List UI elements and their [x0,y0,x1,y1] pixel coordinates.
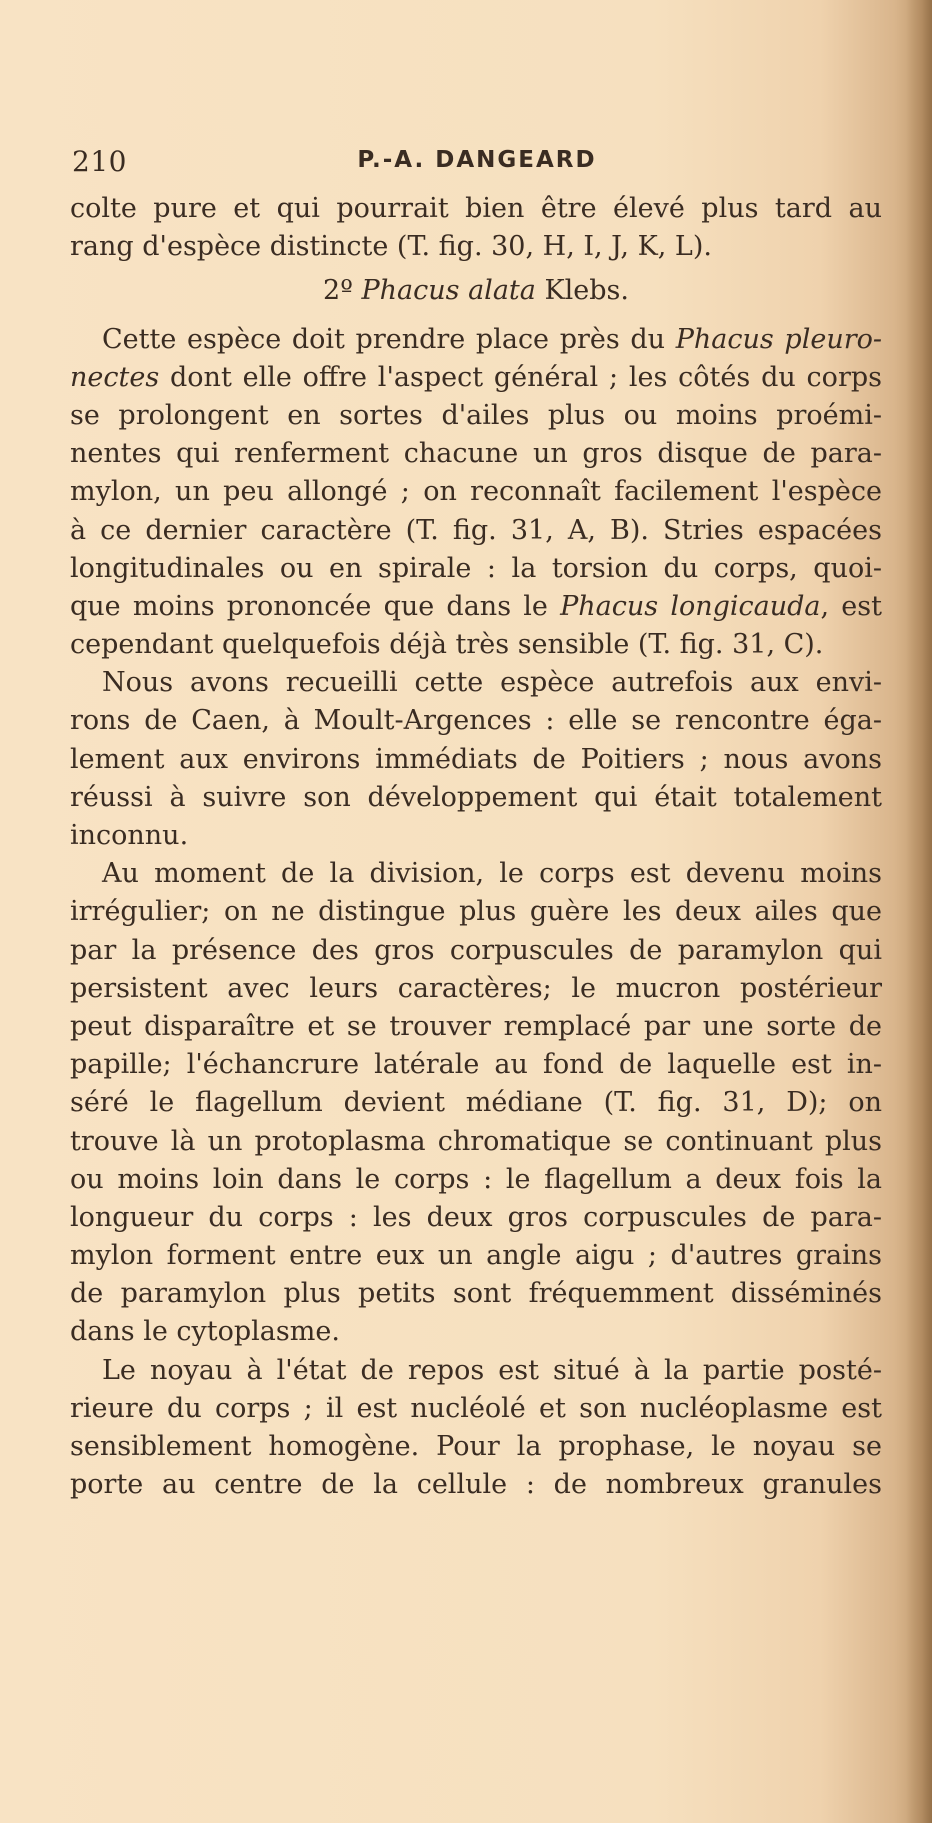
text-span: Cette espèce doit prendre place près du [102,323,676,355]
text-line: peut disparaître et se trouver remplacé par une sorte de [70,1010,882,1042]
species-name: Phacus pleuro- [675,323,882,355]
page-edge-shadow [906,0,932,1823]
text-line: sensiblement homogène. Pour la prophase, le noyau se [70,1431,882,1462]
text-line: rieure du corps ; il est nucléolé et son nucléoplasme est [70,1392,882,1424]
text-span: que moins prononcée que dans le [70,590,561,622]
text-line: Le noyau à l'état de repos est situé à la partie posté- [102,1354,882,1386]
section-heading [70,272,882,310]
text-line: mylon, un peu allongé ; on reconnaît facilement l'espèce [70,476,882,508]
text-line [70,588,882,626]
text-line: rang d'espèce distincte (T. fig. 30, H, I, J, K, L). [70,231,712,263]
text-line: réussi à suivre son développement qui était totalement [70,781,882,813]
text-line: par la présence des gros corpuscules de paramylon qui [70,934,882,966]
heading-author: Klebs. [535,275,629,307]
running-head: P.-A. DANGEARD [357,147,597,173]
species-name: nectes [70,361,160,393]
heading-number: 2º [323,275,362,307]
species-name: Phacus longicauda [560,590,821,622]
text-line: mylon forment entre eux un angle aigu ; d'autres grains [70,1240,882,1272]
text-line: nentes qui renferment chacune un gros disque de para- [70,438,882,470]
text-line: à ce dernier caractère (T. fig. 31, A, B). Stries espacées [70,514,882,546]
text-line: inconnu. [70,820,189,851]
text-line: cependant quelquefois déjà très sensible (T. fig. 31, C). [70,629,824,661]
text-span: dont elle offre l'aspect général ; les côtés du corps [159,361,882,393]
text-line: lement aux environs immédiats de Poitiers ; nous avons [70,743,882,775]
text-line: séré le flagellum devient médiane (T. fig. 31, D); on [70,1087,882,1119]
text-line: longitudinales ou en spirale : la torsion du corps, quoi- [70,552,882,584]
body-text [70,190,882,1504]
page-number: 210 [72,145,127,178]
text-line: irrégulier; on ne distingue plus guère les deux ailes que [70,896,882,928]
text-line: papille; l'échancrure latérale au fond de laquelle est in- [70,1049,882,1081]
text-line: rons de Caen, à Moult-Argences : elle se rencontre éga- [70,705,882,737]
text-line: Nous avons recueilli cette espèce autrefois aux envi- [102,667,882,699]
text-line: se prolongent en sortes d'ailes plus ou moins proémi- [70,399,882,431]
text-line: persistent avec leurs caractères; le mucron postérieur [70,972,882,1004]
text-line [70,359,882,397]
text-line: dans le cytoplasme. [70,1316,340,1348]
heading-species: Phacus alata [361,275,536,307]
text-line: longueur du corps : les deux gros corpuscules de para- [70,1201,882,1233]
text-span: , est [820,590,882,622]
text-line: ou moins loin dans le corps : le flagellum a deux fois la [70,1163,882,1195]
page-header [72,145,882,181]
text-line: trouve là un protoplasma chromatique se continuant plus [70,1125,882,1157]
text-line: Au moment de la division, le corps est devenu moins [102,858,882,890]
text-line: de paramylon plus petits sont fréquemment disséminés [70,1278,882,1310]
text-line [70,321,882,359]
text-line: porte au centre de la cellule : de nombreux granules [70,1469,882,1501]
text-line: colte pure et qui pourrait bien être élevé plus tard au [70,193,882,224]
